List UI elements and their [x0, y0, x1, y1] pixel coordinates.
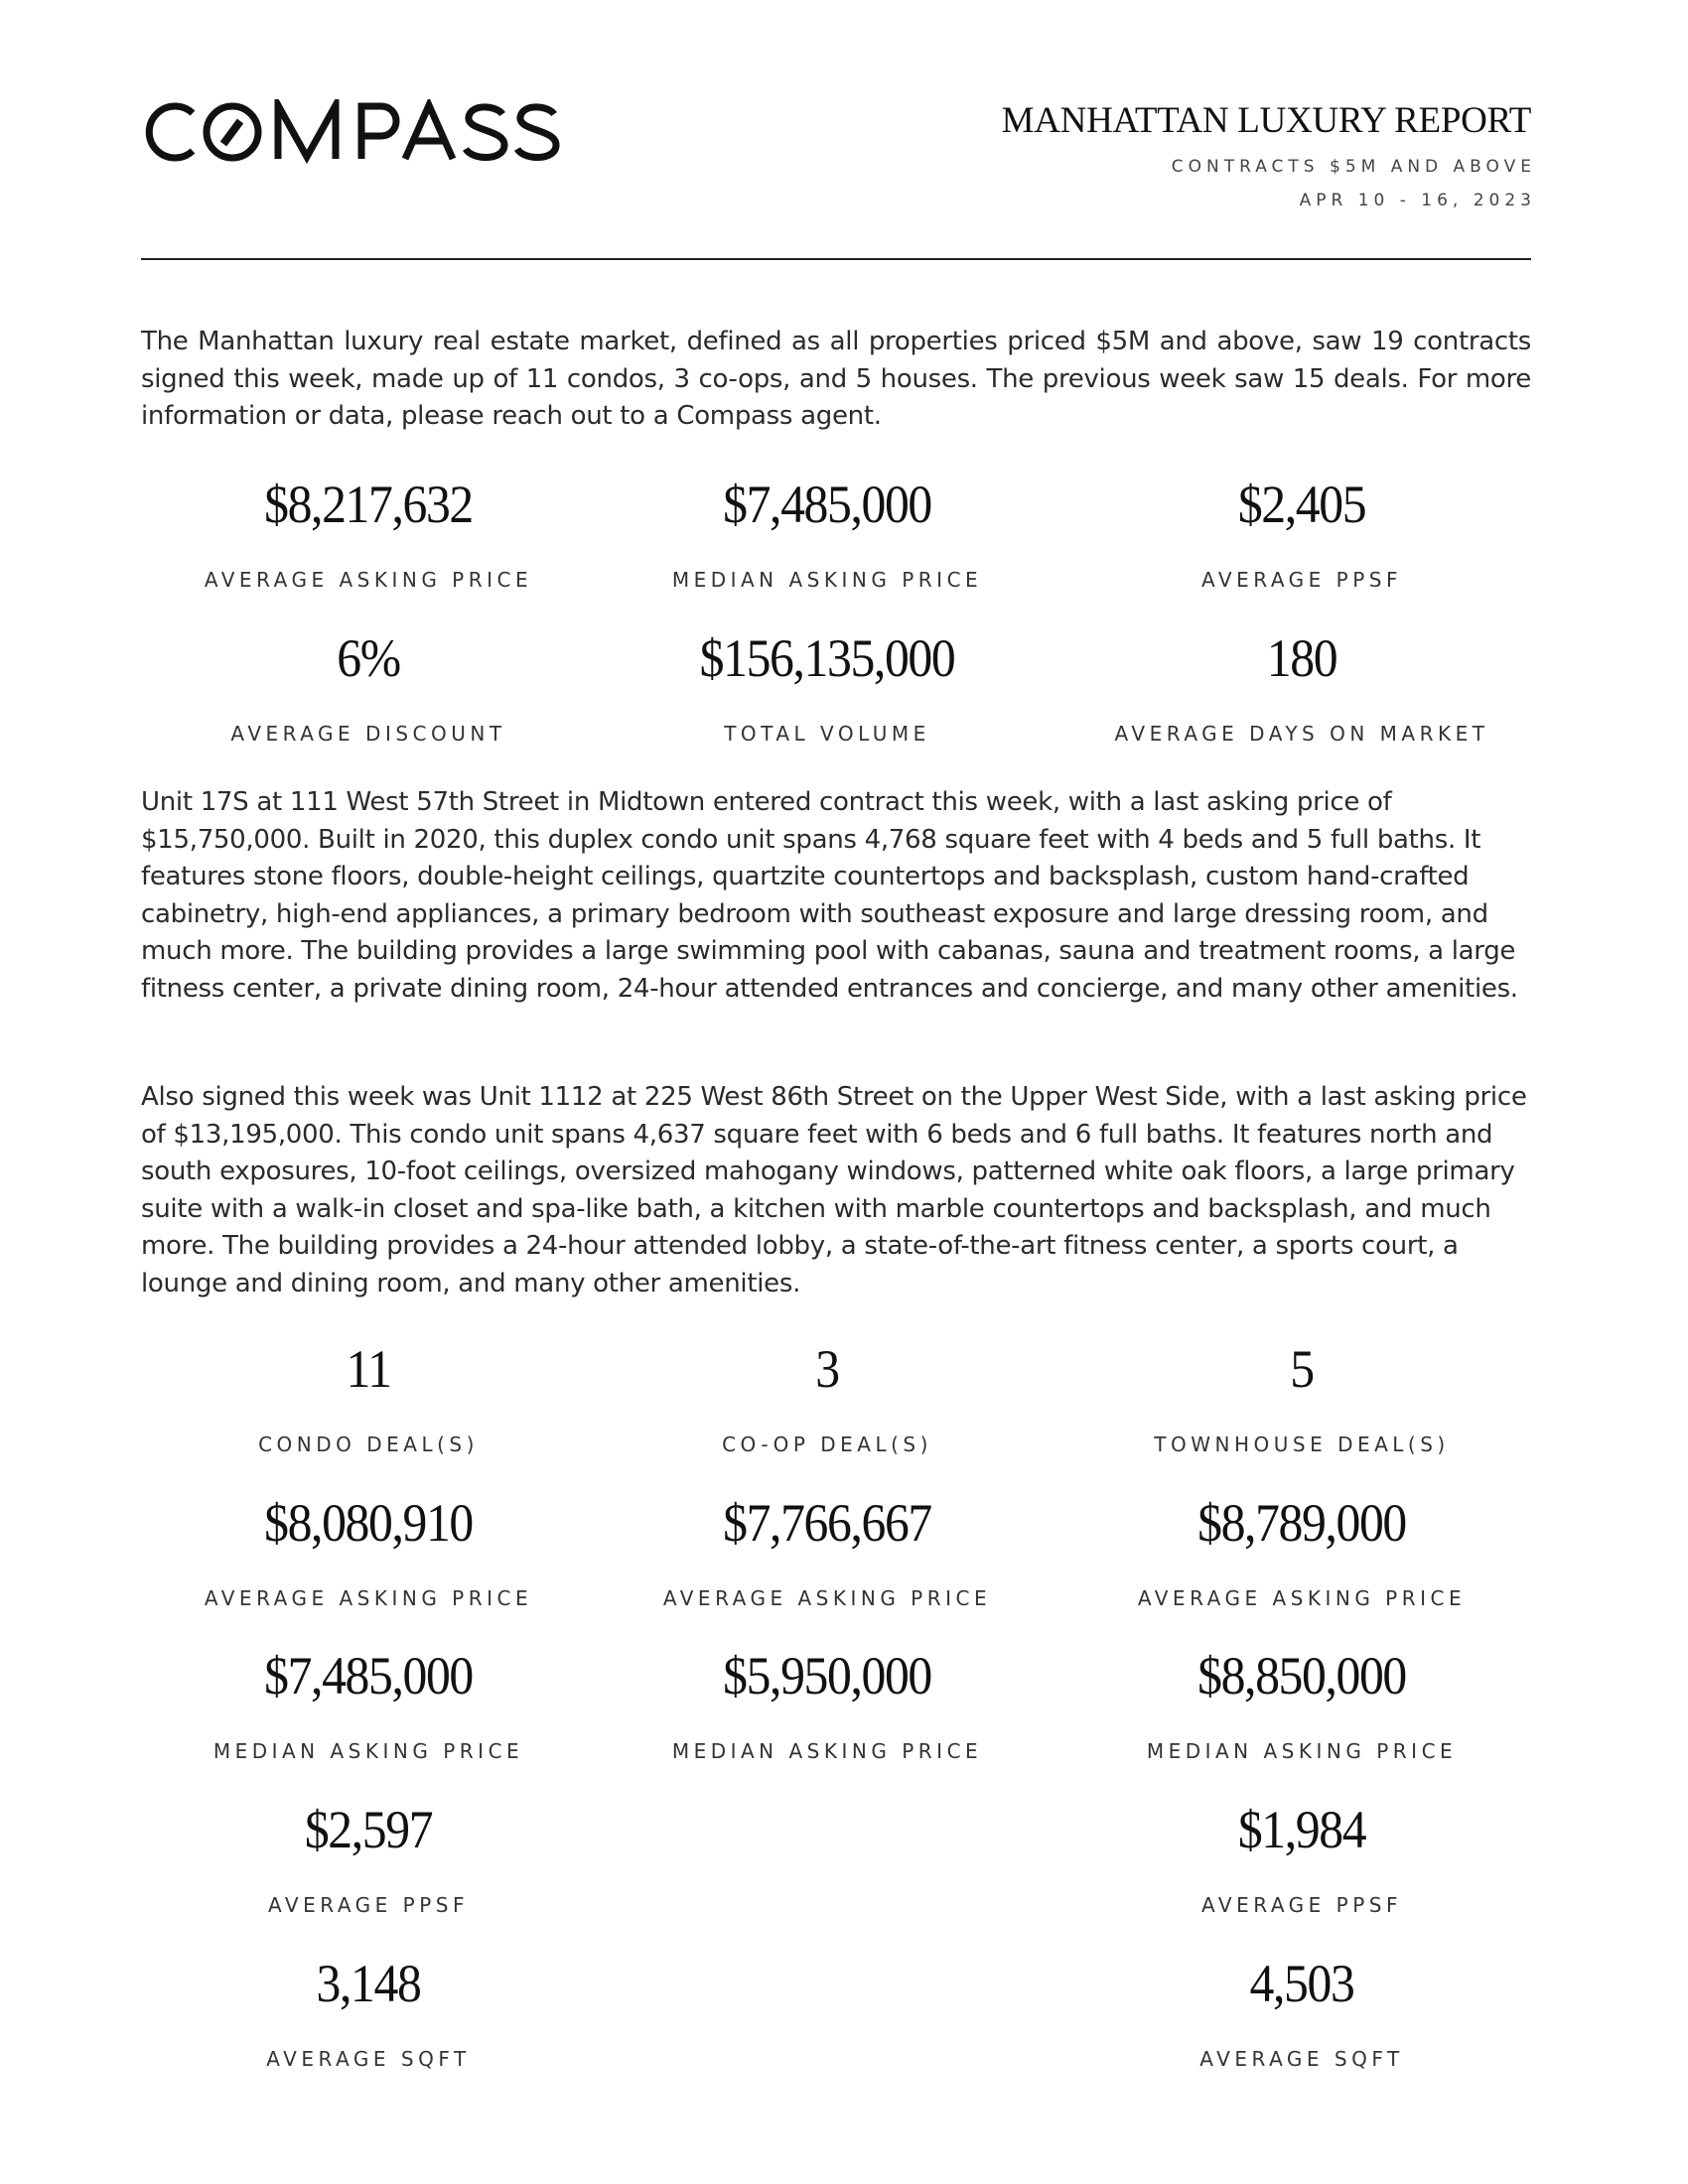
stat-label: AVERAGE ASKING PRICE [204, 568, 533, 592]
stat-label: TOTAL VOLUME [724, 722, 930, 746]
compass-logo [141, 99, 560, 165]
stat-label: AVERAGE ASKING PRICE [204, 1586, 533, 1610]
report-date-range: APR 10 - 16, 2023 [1299, 191, 1536, 210]
stat-value: $8,789,000 [1197, 1493, 1406, 1553]
stat-value: 180 [1266, 628, 1337, 688]
stat-value: 3 [815, 1339, 839, 1399]
stat-average-asking-price [140, 475, 597, 592]
townhouse-deals [1073, 1339, 1530, 1456]
stat-label: TOWNHOUSE DEAL(S) [1154, 1433, 1450, 1456]
stat-label: AVERAGE PPSF [1201, 1893, 1402, 1917]
stat-value: 5 [1290, 1339, 1314, 1399]
stat-label: AVERAGE DISCOUNT [230, 722, 506, 746]
stat-label: AVERAGE DAYS ON MARKET [1114, 722, 1489, 746]
stat-label: MEDIAN ASKING PRICE [1146, 1739, 1458, 1763]
townhouse-average-ppsf [1073, 1800, 1530, 1917]
highlight-paragraph-1: Unit 17S at 111 West 57th Street in Midtown entered contract this week, with a last asking price of $15,750,000. Built in 2020, this duplex condo unit spans 4,768 square feet with 4 beds and 5 full baths. It features stone floors, double-height ceilings, quartzite countertops and backsplash, custom hand-crafted cabinetry, high-end appliances, a primary bedroom with southeast exposure and large dressing room, and much more. The building provides a large swimming pool with cabanas, sauna and treatment rooms, a large fitness center, a private dining room, 24-hour attended entrances and concierge, and many other amenities. [141, 787, 1518, 1004]
stat-label: MEDIAN ASKING PRICE [212, 1739, 524, 1763]
stat-value: $5,950,000 [723, 1646, 931, 1706]
coop-median-asking-price [599, 1646, 1055, 1763]
stat-label: AVERAGE SQFT [1199, 2047, 1404, 2071]
condo-average-sqft [140, 1954, 597, 2071]
report-title: MANHATTAN LUXURY REPORT [1001, 100, 1531, 141]
stat-label: AVERAGE PPSF [1201, 568, 1402, 592]
coop-deals [599, 1339, 1055, 1456]
stat-value: $7,485,000 [264, 1646, 473, 1706]
stat-value: $8,850,000 [1197, 1646, 1406, 1706]
stat-value: 4,503 [1249, 1954, 1354, 2013]
condo-deals [140, 1339, 597, 1456]
stat-value: $8,080,910 [264, 1493, 473, 1553]
stat-label: AVERAGE ASKING PRICE [1137, 1586, 1467, 1610]
compass-logo-icon [141, 99, 560, 165]
report-header [1001, 99, 1536, 210]
stat-value: $7,766,667 [723, 1493, 931, 1553]
stat-total-volume [599, 628, 1055, 746]
highlight-paragraph-2: Also signed this week was Unit 1112 at 225 West 86th Street on the Upper West Side, with a last asking price of $13,195,000. This condo unit spans 4,637 square feet with 6 beds and 6 full baths. It features north and south exposures, 10-foot ceilings, oversized mahogany windows, patterned white oak floors, a large primary suite with a walk-in closet and spa-like bath, a kitchen with marble countertops and backsplash, and much more. The building provides a 24-hour attended lobby, a state-of-the-art fitness center, a sports court, a lounge and dining room, and many other amenities. [141, 1082, 1527, 1298]
stat-value: 11 [346, 1339, 391, 1399]
stat-median-asking-price [599, 475, 1055, 592]
townhouse-average-asking-price [1073, 1493, 1530, 1610]
stat-value: 3,148 [316, 1954, 421, 2013]
stat-average-days-on-market [1073, 628, 1530, 746]
townhouse-average-sqft [1073, 1954, 1530, 2071]
stat-label: AVERAGE ASKING PRICE [662, 1586, 992, 1610]
stat-value: $8,217,632 [264, 475, 473, 534]
stat-label: CO-OP DEAL(S) [722, 1433, 932, 1456]
stat-label: MEDIAN ASKING PRICE [671, 1739, 983, 1763]
report-subtitle: CONTRACTS $5M AND ABOVE [1171, 157, 1536, 177]
header-divider [141, 258, 1531, 260]
condo-average-asking-price [140, 1493, 597, 1610]
stat-value: $1,984 [1237, 1800, 1366, 1859]
stat-average-discount [140, 628, 597, 746]
intro-paragraph: The Manhattan luxury real estate market, defined as all properties priced $5M and above, saw 19 contracts signed this week, made up of 11 condos, 3 co-ops, and 5 houses. The previous week saw 15 deals. For more information or data, please reach out to a Compass agent. [141, 327, 1531, 431]
coop-average-asking-price [599, 1493, 1055, 1610]
stat-value: $2,597 [304, 1800, 433, 1859]
stat-average-ppsf [1073, 475, 1530, 592]
stat-value: $7,485,000 [723, 475, 931, 534]
stat-value: 6% [337, 628, 400, 688]
stat-value: $156,135,000 [699, 628, 955, 688]
stat-label: AVERAGE PPSF [268, 1893, 469, 1917]
stat-label: MEDIAN ASKING PRICE [671, 568, 983, 592]
stat-label: CONDO DEAL(S) [258, 1433, 479, 1456]
condo-median-asking-price [140, 1646, 597, 1763]
townhouse-median-asking-price [1073, 1646, 1530, 1763]
stat-label: AVERAGE SQFT [266, 2047, 471, 2071]
stat-value: $2,405 [1237, 475, 1366, 534]
condo-average-ppsf [140, 1800, 597, 1917]
